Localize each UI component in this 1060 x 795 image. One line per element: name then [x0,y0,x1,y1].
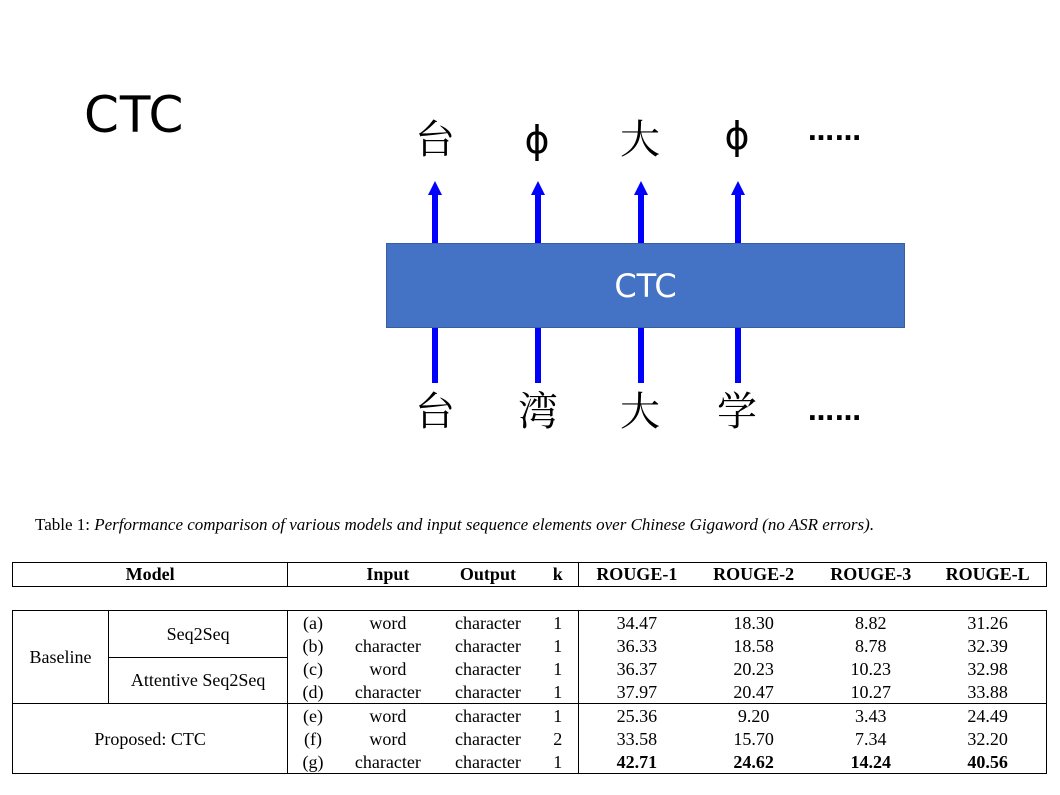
output-ellipsis: …… [808,117,862,147]
header-input: Input [338,563,438,587]
table-row [13,657,1047,680]
cell-rouge2: 18.58 [733,635,774,656]
group-proposed-ctc: Proposed: CTC [13,704,288,774]
cell-rouge3: 10.27 [850,681,892,702]
cell-rouge2-best: 24.62 [695,750,812,774]
cell-output: character [438,704,538,728]
header-rougeL: ROUGE-L [929,563,1046,587]
row-id: (c) [303,658,324,679]
cell-rouge1-best: 42.71 [578,750,695,774]
cell-rouge1: 37.97 [616,681,658,702]
input-line [735,328,741,383]
header-rouge3: ROUGE-3 [812,563,929,587]
cell-rougeL: 32.39 [929,634,1046,657]
cell-rougeL: 32.20 [929,727,1046,750]
header-output: Output [438,563,538,587]
input-ellipsis: …… [808,397,862,427]
cell-input: character [354,635,421,656]
group-baseline: Baseline [13,611,109,704]
caption-text: Performance comparison of various models and input sequence elements over Chinese Gigaword (no ASR errors). [94,515,875,534]
cell-rougeL: 33.88 [929,680,1046,704]
slide-title: CTC [84,86,185,144]
cell-input: word [369,658,407,679]
header-rouge1: ROUGE-1 [578,563,695,587]
cell-k: 1 [538,704,578,728]
cell-rouge1: 36.37 [616,658,658,679]
cell-k: 1 [538,750,578,774]
table-caption [35,515,1055,535]
cell-input: character [338,750,438,774]
cell-rouge2: 9.20 [695,704,812,728]
cell-rouge3: 10.23 [850,658,892,679]
row-id: (a) [288,611,338,635]
output-token-blank: ϕ [524,118,550,162]
cell-rouge3: 7.34 [855,728,887,749]
input-token: 湾 [518,389,558,435]
output-token-blank: ϕ [724,114,750,158]
cell-rouge1: 34.47 [578,611,695,635]
cell-rougeL: 31.26 [929,611,1046,635]
cell-rouge3-best: 14.24 [812,750,929,774]
cell-rouge2: 20.47 [733,681,774,702]
cell-rouge2: 15.70 [733,728,774,749]
header-rouge2: ROUGE-2 [695,563,812,587]
model-seq2seq: Seq2Seq [109,611,288,658]
cell-output: character [438,750,538,774]
cell-input: word [369,728,407,749]
input-token: 大 [620,389,660,435]
results-table [12,562,1047,774]
ctc-box-label: CTC [614,266,677,305]
cell-input: word [338,704,438,728]
cell-rouge3: 8.78 [855,635,887,656]
cell-input: word [338,611,438,635]
row-id: (f) [304,728,323,749]
header-k: k [538,563,578,587]
cell-rouge1: 36.33 [616,635,658,656]
cell-rougeL: 32.98 [929,657,1046,680]
cell-output: character [454,681,521,702]
table-row [13,611,1047,635]
cell-k: 1 [538,611,578,635]
caption-prefix: Table 1: [35,515,95,534]
input-line [432,328,438,383]
cell-rouge2: 20.23 [733,658,774,679]
cell-rouge3: 8.82 [812,611,929,635]
output-token: 台 [415,117,455,163]
input-token: 台 [415,389,455,435]
row-id: (e) [288,704,338,728]
input-line [638,328,644,383]
cell-output: character [454,658,521,679]
output-token: 大 [620,117,660,163]
header-row [13,563,1047,587]
ctc-model-box [386,243,905,328]
cell-rougeL-best: 40.56 [929,750,1046,774]
cell-output: character [438,611,538,635]
cell-output: character [454,728,521,749]
cell-rouge1: 33.58 [616,728,658,749]
cell-k: 1 [538,634,578,657]
row-id: (d) [302,681,324,702]
cell-k: 1 [538,680,578,704]
cell-k: 2 [538,727,578,750]
input-line [535,328,541,383]
input-token: 学 [717,389,757,435]
cell-rouge3: 3.43 [812,704,929,728]
cell-rouge1: 25.36 [578,704,695,728]
model-attentive-seq2seq: Attentive Seq2Seq [109,657,288,704]
cell-input: character [354,681,421,702]
table-row [13,704,1047,728]
header-model: Model [13,563,288,587]
row-id: (g) [288,750,338,774]
cell-output: character [454,635,521,656]
cell-rouge2: 18.30 [695,611,812,635]
cell-k: 1 [538,657,578,680]
cell-rougeL: 24.49 [929,704,1046,728]
row-id: (b) [302,635,324,656]
